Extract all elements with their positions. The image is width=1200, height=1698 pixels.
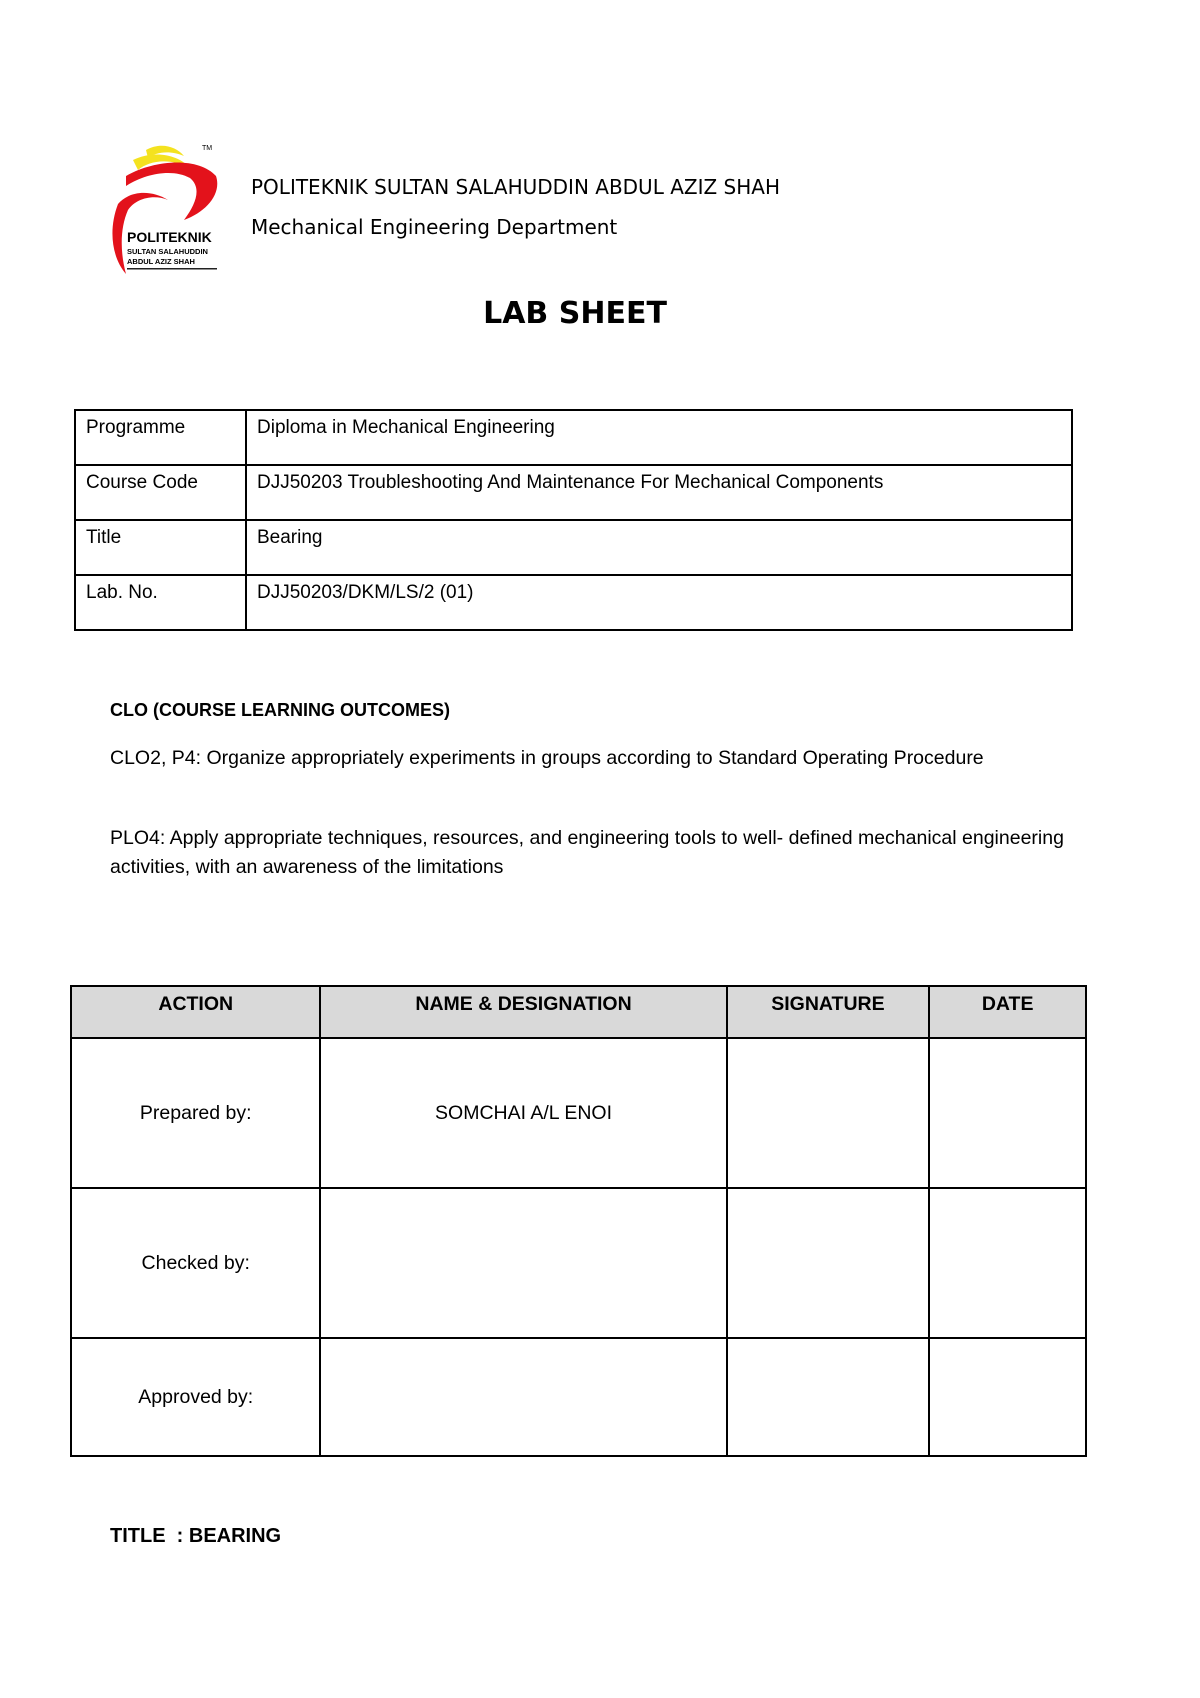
clo2-text: CLO2, P4: Organize appropriately experiments in groups according to Standard Operating Procedure (110, 747, 984, 769)
approval-table (70, 985, 1087, 1457)
plo4-text: PLO4: Apply appropriate techniques, resources, and engineering tools to well- defined mechanical engineering activities, with an awareness of the limitations (110, 827, 1064, 878)
institution-name: POLITEKNIK SULTAN SALAHUDDIN ABDUL AZIZ SHAH (251, 175, 780, 199)
date-cell (929, 1338, 1086, 1456)
table-header-row (71, 986, 1086, 1038)
header-signature: SIGNATURE (727, 986, 930, 1038)
svg-text:SULTAN SALAHUDDIN: SULTAN SALAHUDDIN (127, 247, 208, 256)
table-row (71, 1038, 1086, 1188)
info-label: Lab. No. (75, 575, 246, 630)
table-row (75, 410, 1072, 465)
action-cell: Approved by: (71, 1338, 320, 1456)
clo-heading: CLO (COURSE LEARNING OUTCOMES) (110, 700, 450, 720)
department-name: Mechanical Engineering Department (251, 215, 618, 239)
signature-cell (727, 1038, 930, 1188)
table-row (75, 520, 1072, 575)
info-value: Diploma in Mechanical Engineering (246, 410, 1072, 465)
name-cell (320, 1338, 726, 1456)
table-row (71, 1188, 1086, 1338)
table-row (75, 575, 1072, 630)
header-name-designation: NAME & DESIGNATION (320, 986, 726, 1038)
info-label: Programme (75, 410, 246, 465)
info-label: Title (75, 520, 246, 575)
header-action: ACTION (71, 986, 320, 1038)
section-title: TITLE : BEARING (110, 1525, 282, 1547)
date-cell (929, 1188, 1086, 1338)
name-cell (320, 1188, 726, 1338)
signature-cell (727, 1188, 930, 1338)
signature-cell (727, 1338, 930, 1456)
svg-text:ABDUL AZIZ SHAH: ABDUL AZIZ SHAH (127, 257, 195, 266)
action-cell: Checked by: (71, 1188, 320, 1338)
svg-text:TM: TM (202, 145, 213, 152)
info-value: DJJ50203/DKM/LS/2 (01) (246, 575, 1072, 630)
svg-text:POLITEKNIK: POLITEKNIK (127, 229, 212, 245)
name-cell: SOMCHAI A/L ENOI (320, 1038, 726, 1188)
header-date: DATE (929, 986, 1086, 1038)
table-row (75, 465, 1072, 520)
page-title: LAB SHEET (483, 296, 667, 331)
table-row (71, 1338, 1086, 1456)
info-value: Bearing (246, 520, 1072, 575)
politeknik-logo (98, 142, 226, 282)
info-value: DJJ50203 Troubleshooting And Maintenance For Mechanical Components (246, 465, 1072, 520)
date-cell (929, 1038, 1086, 1188)
course-info-table (74, 409, 1073, 631)
action-cell: Prepared by: (71, 1038, 320, 1188)
info-label: Course Code (75, 465, 246, 520)
